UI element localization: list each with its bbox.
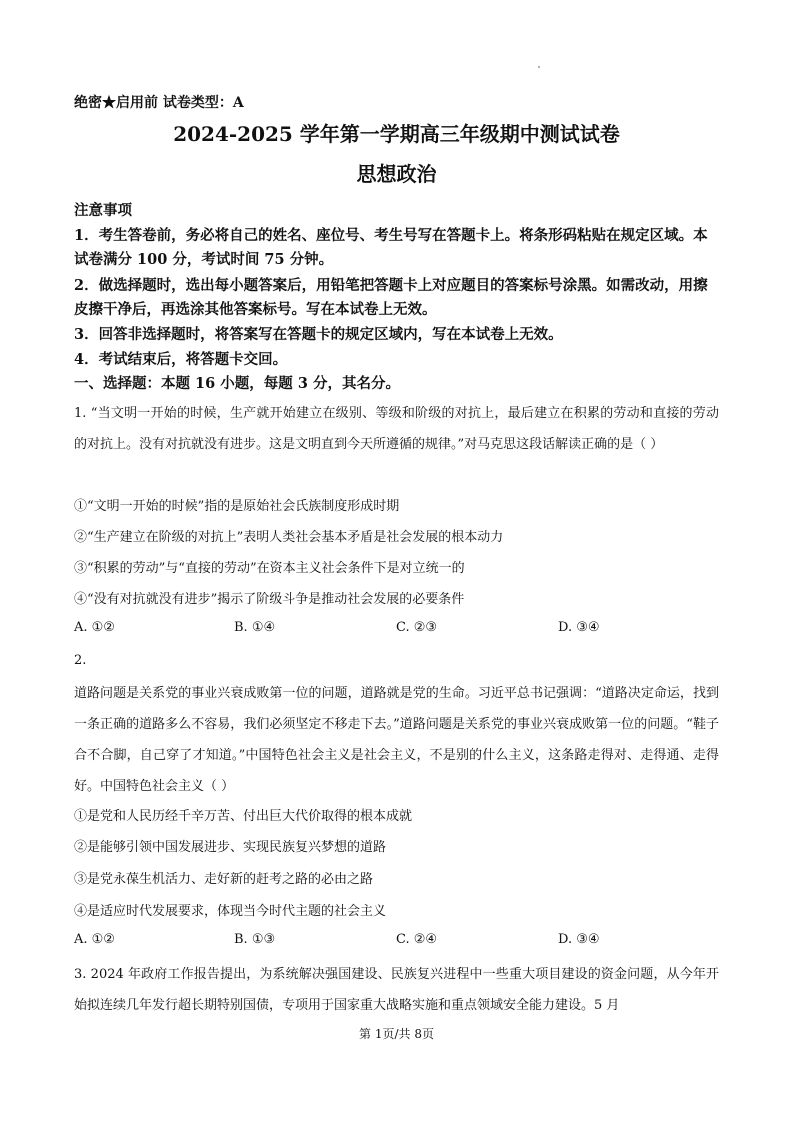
notice-item: 4．考试结束后，将答题卡交回。 xyxy=(74,351,288,368)
question-3-stem: 3. 2024 年政府工作报告提出，为系统解决强国建设、民族复兴进程中一些重大项目建设的资金问题，从今年开始拟连续几年发行超长期特别国债，专项用于国家重大战略实施和重点领域安全能力建设。5 月 xyxy=(74,967,719,1013)
confidential-line: 绝密★启用前 试卷类型：A xyxy=(74,95,244,111)
question-2-statement: ②是能够引领中国发展进步、实现民族复兴梦想的道路 xyxy=(74,840,387,855)
question-2-stem: 道路问题是关系党的事业兴衰成败第一位的问题，道路就是党的生命。习近平总书记强调：“道路决定命运，找到一条正确的道路多么不容易，我们必须坚定不移走下去。”道路问题是关系党的事业兴衰成败第一位的问题。“鞋子合不合脚，自己穿了才知道。”中国特色社会主义是社会主义，不是别的什么主义，这条路走得对、走得通、走得好。中国特色社会主义（ ） xyxy=(74,686,719,794)
question-2-option-b: B. ①③ xyxy=(234,932,276,947)
page-footer: 第 1页/共 8页 xyxy=(359,1027,434,1041)
question-1-option-d: D. ③④ xyxy=(558,620,600,635)
question-2-option-d: D. ③④ xyxy=(558,932,600,947)
question-1-option-a: A. ①② xyxy=(74,620,115,635)
question-2-option-a: A. ①② xyxy=(74,932,115,947)
scan-dot xyxy=(538,66,540,68)
question-2-statement: ③是党永葆生机活力、走好新的赶考之路的必由之路 xyxy=(74,872,374,887)
question-2-statement: ④是适应时代发展要求，体现当今时代主题的社会主义 xyxy=(74,904,387,919)
question-1-statement: ④“没有对抗就没有进步”揭示了阶级斗争是推动社会发展的必要条件 xyxy=(74,592,465,607)
notice-item: 3．回答非选择题时，将答案写在答题卡的规定区域内，写在本试卷上无效。 xyxy=(74,326,563,343)
question-1-statement: ①“文明一开始的时候”指的是原始社会氏族制度形成时期 xyxy=(74,499,400,514)
notice-heading: 注意事项 xyxy=(74,202,132,219)
question-2-option-c: C. ②④ xyxy=(396,932,438,947)
question-1-stem: 1. “当文明一开始的时候，生产就开始建立在级别、等级和阶级的对抗上，最后建立在积累的劳动和直接的劳动的对抗上。没有对抗就没有进步。这是文明直到今天所遵循的规律。”对马克思这段话解读正确的是（ ） xyxy=(74,406,719,452)
question-1-statement: ②“生产建立在阶级的对抗上”表明人类社会基本矛盾是社会发展的根本动力 xyxy=(74,530,504,545)
question-1-option-c: C. ②③ xyxy=(396,620,438,635)
notice-item: 1．考生答卷前，务必将自己的姓名、座位号、考生号写在答题卡上。将条形码粘贴在规定区域。本试卷满分 100 分，考试时间 75 分钟。 xyxy=(74,227,708,268)
exam-title: 2024-2025 学年第一学期高三年级期中测试试卷 xyxy=(173,122,620,146)
question-1-option-b: B. ①④ xyxy=(234,620,276,635)
question-2-number: 2. xyxy=(74,653,87,668)
subject-title: 思想政治 xyxy=(356,162,437,186)
section-heading: 一、选择题：本题 16 小题，每题 3 分，其名分。 xyxy=(74,375,400,392)
notice-item: 2．做选择题时，选出每小题答案后，用铅笔把答题卡上对应题目的答案标号涂黑。如需改动，用擦皮擦干净后，再选涂其他答案标号。写在本试卷上无效。 xyxy=(74,277,708,318)
question-1-statement: ③“积累的劳动”与“直接的劳动”在资本主义社会条件下是对立统一的 xyxy=(74,561,465,576)
question-2-statement: ①是党和人民历经千辛万苦、付出巨大代价取得的根本成就 xyxy=(74,809,413,824)
